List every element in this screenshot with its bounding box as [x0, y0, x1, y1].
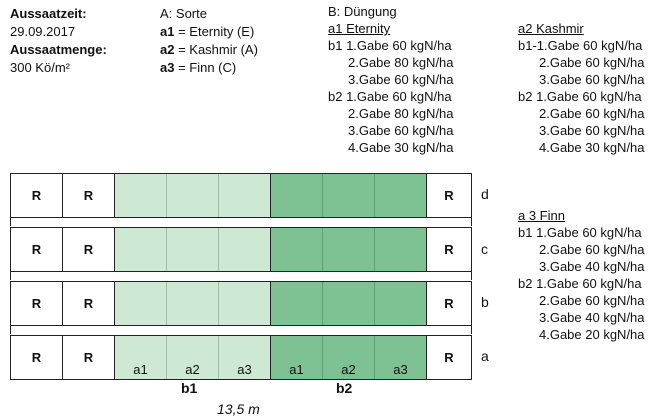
a3-line: 3.Gabe 40 kgN/ha [539, 310, 645, 325]
field-row-b [10, 281, 472, 326]
plot-b1-a1 [115, 336, 167, 379]
a2-line: 3.Gabe 60 kgN/ha [539, 123, 645, 138]
plot-b2 [271, 174, 323, 217]
group-label-b2: b2 [336, 380, 353, 396]
a3-line: 4.Gabe 20 kgN/ha [539, 327, 645, 342]
border-plot: R [11, 174, 63, 217]
plot-b1 [219, 174, 271, 217]
a2-line: b1-1.Gabe 60 kgN/ha [518, 38, 643, 53]
plot-b1 [219, 282, 271, 325]
border-plot: R [427, 282, 471, 325]
border-plot: R [427, 228, 471, 271]
a3-line: 2.Gabe 60 kgN/ha [539, 242, 645, 257]
plot-label: a3 [237, 362, 252, 377]
field-row-d [10, 173, 472, 218]
sowing-info [10, 6, 107, 78]
plot-b2-a3 [375, 336, 427, 379]
plot-b2 [323, 282, 375, 325]
plot-b1 [219, 228, 271, 271]
factor-a-legend [160, 6, 258, 78]
plot-b2 [323, 228, 375, 271]
group-label-b1: b1 [181, 380, 198, 396]
sowing-amount-label: Aussaatmenge: [10, 42, 107, 57]
border-plot: R [427, 174, 471, 217]
plot-b1-a3 [219, 336, 271, 379]
border-plot: R [63, 228, 115, 271]
a1-heading: a1 Eternity [328, 21, 391, 36]
plot-b1 [115, 282, 167, 325]
a1-line: 4.Gabe 30 kgN/ha [348, 140, 454, 155]
plot-label: a2 [185, 362, 200, 377]
border-plot: R [11, 228, 63, 271]
factor-b-a3-block [518, 208, 645, 344]
border-plot: R [11, 336, 63, 379]
plot-b2 [323, 174, 375, 217]
plot-label: a2 [341, 362, 356, 377]
a1-line: 3.Gabe 60 kgN/ha [348, 123, 454, 138]
field-row-a [10, 335, 472, 380]
a3-line: b2 1.Gabe 60 kgN/ha [518, 276, 642, 291]
a2-line: 2.Gabe 60 kgN/ha [539, 55, 645, 70]
sowing-time-value: 29.09.2017 [10, 24, 76, 39]
row-gap [10, 325, 472, 334]
border-plot: R [427, 336, 471, 379]
row-gap [10, 271, 472, 280]
a3-line: 2.Gabe 60 kgN/ha [539, 293, 645, 308]
sowing-amount-value: 300 Kö/m² [10, 60, 70, 75]
a1-line: 2.Gabe 80 kgN/ha [348, 106, 454, 121]
a1-line: b2 1.Gabe 60 kgN/ha [328, 89, 452, 104]
row-label-d: d [481, 186, 489, 202]
border-plot: R [63, 336, 115, 379]
row-gap [10, 217, 472, 226]
a3-line: 3.Gabe 40 kgN/ha [539, 259, 645, 274]
plot-label: a1 [289, 362, 304, 377]
plot-label: a1 [133, 362, 148, 377]
factor-b-title: B: Düngung [328, 4, 397, 19]
row-label-c: c [481, 241, 488, 257]
a2-heading: a2 Kashmir [518, 21, 584, 36]
plot-b1 [115, 228, 167, 271]
plot-b2 [271, 228, 323, 271]
sowing-time-label: Aussaatzeit: [10, 6, 87, 21]
a1-line: 3.Gabe 60 kgN/ha [348, 72, 454, 87]
a3-heading: a 3 Finn [518, 208, 565, 223]
plot-b2-a2 [323, 336, 375, 379]
factor-a-item: a1 = Eternity (E) [160, 24, 255, 39]
plot-b1 [167, 174, 219, 217]
a2-line: 4.Gabe 30 kgN/ha [539, 140, 645, 155]
field-width-label: 13,5 m [217, 401, 260, 417]
field-row-c [10, 227, 472, 272]
plot-b1-a2 [167, 336, 219, 379]
plot-b2 [271, 282, 323, 325]
border-plot: R [63, 282, 115, 325]
a2-line: 3.Gabe 60 kgN/ha [539, 72, 645, 87]
factor-a-item: a2 = Kashmir (A) [160, 42, 258, 57]
a3-line: b1 1.Gabe 60 kgN/ha [518, 225, 642, 240]
border-plot: R [63, 174, 115, 217]
row-label-b: b [481, 294, 489, 310]
a2-line: b2 1.Gabe 60 kgN/ha [518, 89, 642, 104]
border-plot: R [11, 282, 63, 325]
factor-a-item: a3 = Finn (C) [160, 60, 237, 75]
plot-b2 [375, 228, 427, 271]
factor-a-title: A: Sorte [160, 6, 207, 21]
a1-line: b1 1.Gabe 60 kgN/ha [328, 38, 452, 53]
a1-line: 2.Gabe 80 kgN/ha [348, 55, 454, 70]
plot-b1 [167, 228, 219, 271]
plot-b2 [375, 174, 427, 217]
row-label-a: a [481, 348, 489, 364]
plot-b2 [375, 282, 427, 325]
a2-line: 2.Gabe 60 kgN/ha [539, 106, 645, 121]
factor-b-a2-block [518, 21, 645, 157]
plot-b1 [167, 282, 219, 325]
factor-b-a1-block [328, 4, 454, 157]
plot-label: a3 [393, 362, 408, 377]
plot-b2-a1 [271, 336, 323, 379]
plot-b1 [115, 174, 167, 217]
